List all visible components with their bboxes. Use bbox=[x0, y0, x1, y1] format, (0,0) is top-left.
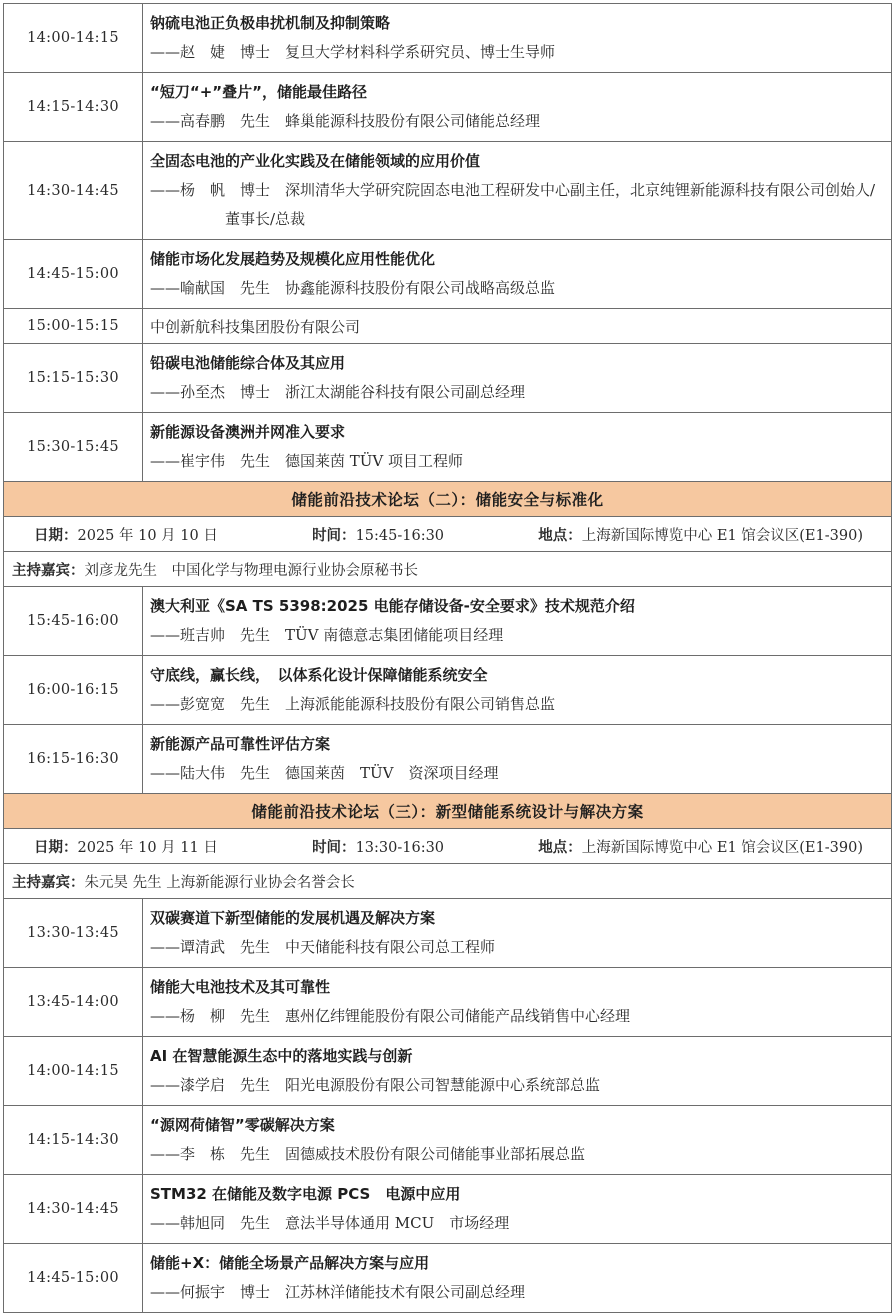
forum-host-row bbox=[4, 552, 892, 587]
session-time: 15:30-15:45 bbox=[4, 413, 143, 482]
session-row bbox=[4, 1106, 892, 1175]
session-title: 澳大利亚《SA TS 5398:2025 电能存储设备-安全要求》技术规范介绍 bbox=[150, 597, 635, 615]
forum-info-row bbox=[4, 517, 892, 552]
forum-header bbox=[4, 482, 892, 517]
session-row bbox=[4, 4, 892, 73]
session-content bbox=[143, 1244, 892, 1313]
session-row bbox=[4, 1244, 892, 1313]
session-row bbox=[4, 1037, 892, 1106]
forum-host-row bbox=[4, 864, 892, 899]
session-content bbox=[143, 413, 892, 482]
session-time: 15:00-15:15 bbox=[4, 309, 143, 344]
session-title: 铅碳电池储能综合体及其应用 bbox=[150, 354, 346, 372]
session-row bbox=[4, 968, 892, 1037]
session-speaker: ——彭宽宽 先生 上海派能能源科技股份有限公司销售总监 bbox=[150, 695, 556, 713]
session-row bbox=[4, 725, 892, 794]
session-content bbox=[143, 73, 892, 142]
session-row bbox=[4, 656, 892, 725]
session-time: 14:00-14:15 bbox=[4, 4, 143, 73]
forum-date: 日期：2025 年 10 月 10 日 bbox=[34, 527, 218, 544]
session-content bbox=[143, 899, 892, 968]
session-time: 15:45-16:00 bbox=[4, 587, 143, 656]
agenda-table bbox=[3, 3, 892, 1313]
forum-location: 地点：上海新国际博览中心 E1 馆会议区(E1-390) bbox=[538, 527, 863, 544]
forum-info-row bbox=[4, 829, 892, 864]
session-content bbox=[143, 1106, 892, 1175]
session-title: 新能源设备澳洲并网准入要求 bbox=[150, 423, 346, 441]
session-row bbox=[4, 413, 892, 482]
session-content bbox=[143, 725, 892, 794]
forum-time: 时间：15:45-16:30 bbox=[312, 527, 445, 544]
session-time: 14:30-14:45 bbox=[4, 1175, 143, 1244]
session-row bbox=[4, 587, 892, 656]
session-title: 双碳赛道下新型储能的发展机遇及解决方案 bbox=[150, 909, 436, 927]
session-time: 14:15-14:30 bbox=[4, 1106, 143, 1175]
session-speaker: ——喻献国 先生 协鑫能源科技股份有限公司战略高级总监 bbox=[150, 279, 556, 297]
forum-host: 主持嘉宾：朱元昊 先生 上海新能源行业协会名誉会长 bbox=[4, 864, 892, 899]
session-content bbox=[143, 1037, 892, 1106]
session-time: 14:00-14:15 bbox=[4, 1037, 143, 1106]
forum-title: 储能前沿技术论坛（三）：新型储能系统设计与解决方案 bbox=[4, 794, 892, 829]
session-content bbox=[143, 587, 892, 656]
session-row bbox=[4, 309, 892, 344]
session-speaker: ——赵 婕 博士 复旦大学材料科学系研究员、博士生导师 bbox=[150, 43, 556, 61]
session-row bbox=[4, 1175, 892, 1244]
session-speaker: ——班吉帅 先生 TÜV 南德意志集团储能项目经理 bbox=[150, 626, 504, 644]
session-speaker: ——崔宇伟 先生 德国莱茵 TÜV 项目工程师 bbox=[150, 452, 464, 470]
session-time: 13:45-14:00 bbox=[4, 968, 143, 1037]
session-content bbox=[143, 968, 892, 1037]
forum-location: 地点：上海新国际博览中心 E1 馆会议区(E1-390) bbox=[538, 839, 863, 856]
session-content bbox=[143, 142, 892, 240]
session-time: 15:15-15:30 bbox=[4, 344, 143, 413]
session-title: 储能+X：储能全场景产品解决方案与应用 bbox=[150, 1254, 430, 1272]
session-time: 16:00-16:15 bbox=[4, 656, 143, 725]
session-time: 14:45-15:00 bbox=[4, 1244, 143, 1313]
session-time: 14:45-15:00 bbox=[4, 240, 143, 309]
session-speaker: ——漆学启 先生 阳光电源股份有限公司智慧能源中心系统部总监 bbox=[150, 1076, 601, 1094]
session-title: 钠硫电池正负极串扰机制及抑制策略 bbox=[150, 14, 391, 32]
forum-date: 日期：2025 年 10 月 11 日 bbox=[34, 839, 218, 856]
session-speaker: ——陆大伟 先生 德国莱茵 TÜV 资深项目经理 bbox=[150, 764, 499, 782]
session-speaker: ——杨 柳 先生 惠州亿纬锂能股份有限公司储能产品线销售中心经理 bbox=[150, 1007, 631, 1025]
session-company: 中创新航科技集团股份有限公司 bbox=[143, 309, 892, 344]
session-title: “源网荷储智”零碳解决方案 bbox=[150, 1116, 335, 1134]
session-title: 新能源产品可靠性评估方案 bbox=[150, 735, 331, 753]
session-title: 储能市场化发展趋势及规模化应用性能优化 bbox=[150, 250, 436, 268]
session-content bbox=[143, 344, 892, 413]
session-title: AI 在智慧能源生态中的落地实践与创新 bbox=[150, 1047, 413, 1065]
session-speaker: ——李 栋 先生 固德威技术股份有限公司储能事业部拓展总监 bbox=[150, 1145, 586, 1163]
session-speaker: ——韩旭同 先生 意法半导体通用 MCU 市场经理 bbox=[150, 1214, 510, 1232]
session-row bbox=[4, 899, 892, 968]
session-row bbox=[4, 240, 892, 309]
session-title: 全固态电池的产业化实践及在储能领域的应用价值 bbox=[150, 152, 481, 170]
session-title: “短刀“+”叠片”，储能最佳路径 bbox=[150, 83, 368, 101]
session-title: 储能大电池技术及其可靠性 bbox=[150, 978, 331, 996]
session-content bbox=[143, 4, 892, 73]
session-time: 14:15-14:30 bbox=[4, 73, 143, 142]
session-content bbox=[143, 240, 892, 309]
session-speaker: ——何振宇 博士 江苏林洋储能技术有限公司副总经理 bbox=[150, 1283, 526, 1301]
session-time: 14:30-14:45 bbox=[4, 142, 143, 240]
session-speaker: ——谭清武 先生 中天储能科技有限公司总工程师 bbox=[150, 938, 496, 956]
session-row bbox=[4, 344, 892, 413]
session-row bbox=[4, 142, 892, 240]
session-title: 守底线，赢长线， 以体系化设计保障储能系统安全 bbox=[150, 666, 488, 684]
forum-host: 主持嘉宾：刘彦龙先生 中国化学与物理电源行业协会原秘书长 bbox=[4, 552, 892, 587]
session-time: 13:30-13:45 bbox=[4, 899, 143, 968]
forum-title: 储能前沿技术论坛（二）：储能安全与标准化 bbox=[4, 482, 892, 517]
forum-time: 时间：13:30-16:30 bbox=[312, 839, 445, 856]
session-title: STM32 在储能及数字电源 PCS 电源中应用 bbox=[150, 1185, 461, 1203]
session-speaker: ——高春鹏 先生 蜂巢能源科技股份有限公司储能总经理 bbox=[150, 112, 541, 130]
session-row bbox=[4, 73, 892, 142]
session-time: 16:15-16:30 bbox=[4, 725, 143, 794]
forum-header bbox=[4, 794, 892, 829]
session-speaker: ——孙至杰 博士 浙江太湖能谷科技有限公司副总经理 bbox=[150, 383, 526, 401]
session-content bbox=[143, 656, 892, 725]
session-content bbox=[143, 1175, 892, 1244]
session-speaker: ——杨 帆 博士 深圳清华大学研究院固态电池工程研发中心副主任，北京纯锂新能源科技有限公司创始人/ 董事长/总裁 bbox=[150, 181, 876, 228]
